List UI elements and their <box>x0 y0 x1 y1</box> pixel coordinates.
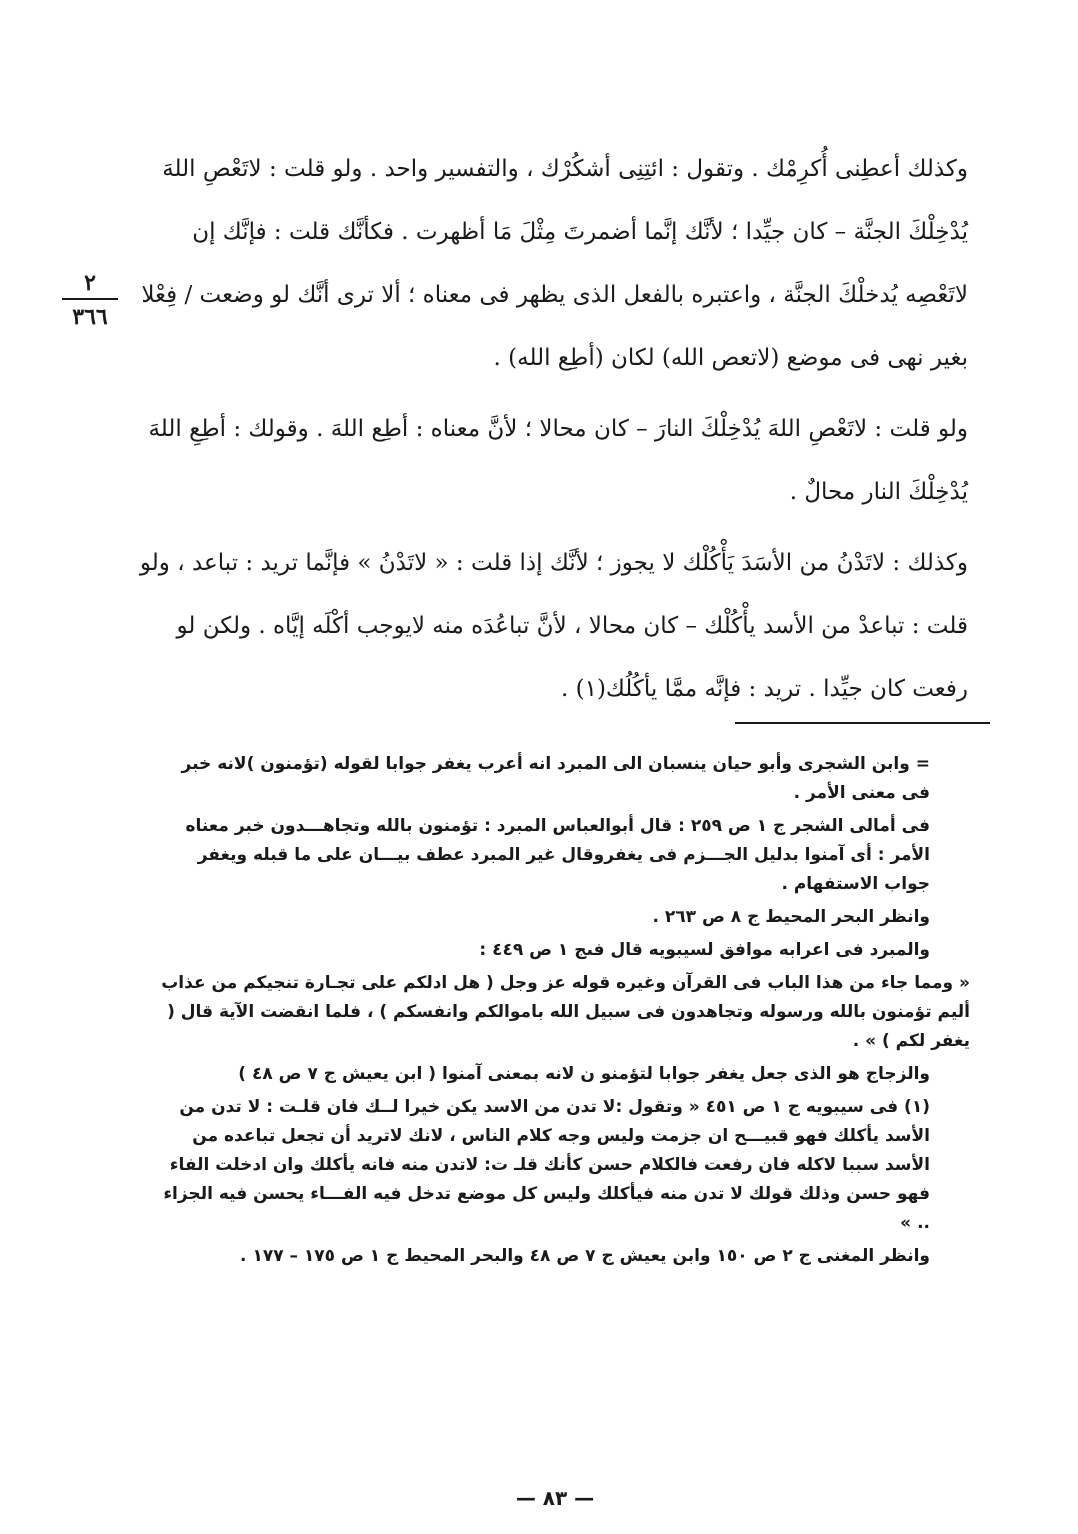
footnote-1: (١) فى سيبويه ج ١ ص ٤٥١ « وتقول :لا تدن من الاسد يكن خيرا لــك فان قلـت : لا تدن من الأسد يأكلك فهو قبيـــح ان جزمت وليس وجه كلام الناس ، لانك لاتريد أن تجعل تباعده من الأسد سببا لاكله فان رفعت فالكلام حسن كأنك قلـ ت: لاتدن منه فانه يأكلك وان ادخلت الفاء فهو حسن وذلك قولك لا تدن منه فيأكلك وليس كل موضع تدخل فيه الفـــاء يحسن فيه الجزاء .. » <box>163 1097 930 1233</box>
margin-reference-volume: ٢ <box>62 268 118 300</box>
margin-reference-page: ٣٦٦ <box>72 304 108 330</box>
footnote-quote: « ومما جاء من هذا الباب فى القرآن وغيره قوله عز وجل ( هل ادلكم على تجـارة تنجيكم من عذاب أليم تؤمنون بالله ورسوله وتجاهدون فى سبيل الله باموالكم وانفسكم ) ، فلما انقضت الآية قال ( يغفر لكم ) » . <box>161 973 970 1051</box>
page-number: — ٨٣ — <box>515 1486 595 1510</box>
margin-reference <box>62 268 118 332</box>
footnote-bahr: وانظر البحر المحيط ج ٨ ص ٢٦٣ . <box>652 907 930 927</box>
footnote-separator <box>735 722 990 724</box>
paragraph-1: وكذلك أعطِنى أُكرِمْك . وتقول : ائتِنِى أشكُرْك ، والتفسير واحد . ولو قلت : لاتَعْصِ اللهَ يُدْخِلْكَ الجنَّة – كان جيِّدا ؛ لأنَّك إنَّما أضمرتَ مِثْلَ مَا أظهرت . فكأنَّك قلت : فإنَّك إن لاتَعْصِه يُدخلْكَ الجنَّة ، واعتبره بالفعل الذى يظهر فى معناه ؛ ألا ترى أنَّك لو وضعت / فِعْلا بغير نهى فى موضع (لاتعص الله) لكان (أطِع الله) . <box>141 156 968 371</box>
paragraph-3: وكذلك : لاتَدْنُ من الأسَدَ يَأْكُلْك لا يجوز ؛ لأنَّك إذا قلت : « لاتَدْنُ » فإنَّما تريد : تباعد ، ولو قلت : تباعدْ من الأسد يأْكُلْك – كان محالا ، لأنَّ تباعُدَه منه لايوجب أكْلَه إيَّاه . ولكن لو رفعت كان جيِّدا . تريد : فإنَّه ممَّا يأكُلُك(١) . <box>139 550 968 702</box>
footnote-zajjaj: والزجاج هو الذى جعل يغفر جوابا لتؤمنو ن لانه بمعنى آمنوا ( ابن يعيش ج ٧ ص ٤٨ ) <box>238 1064 930 1084</box>
footnote-continuation: = وابن الشجرى وأبو حيان ينسبان الى المبرد انه أعرب يغفر جوابا لقوله (تؤمنون )لانه خبر فى معنى الأمر . <box>181 754 930 803</box>
footnotes <box>150 750 970 1275</box>
footnote-mughni: وانظر المغنى ج ٢ ص ١٥٠ وابن يعيش ج ٧ ص ٤٨ والبحر المحيط ج ١ ص ١٧٥ – ١٧٧ . <box>240 1246 930 1266</box>
main-text <box>132 138 968 721</box>
paragraph-2: ولو قلت : لاتَعْصِ اللهَ يُدْخِلْكَ النارَ – كان محالا ؛ لأنَّ معناه : أطِع اللهَ . وقولك : أطِعِ اللهَ يُدْخِلْكَ النار محالٌ . <box>148 416 968 505</box>
footnote-amali: فى أمالى الشجر ج ١ ص ٢٥٩ : قال أبوالعباس المبرد : تؤمنون بالله وتجاهـــدون خبر معناه الأمر : أى آمنوا بدليل الجـــزم فى يغفروقال غير المبرد عطف بيـــان على ما قبله ويغفر جواب الاستفهام . <box>185 816 930 894</box>
footnote-mubarrad: والمبرد فى اعرابه موافق لسيبويه قال فىج ١ ص ٤٤٩ : <box>479 940 930 960</box>
